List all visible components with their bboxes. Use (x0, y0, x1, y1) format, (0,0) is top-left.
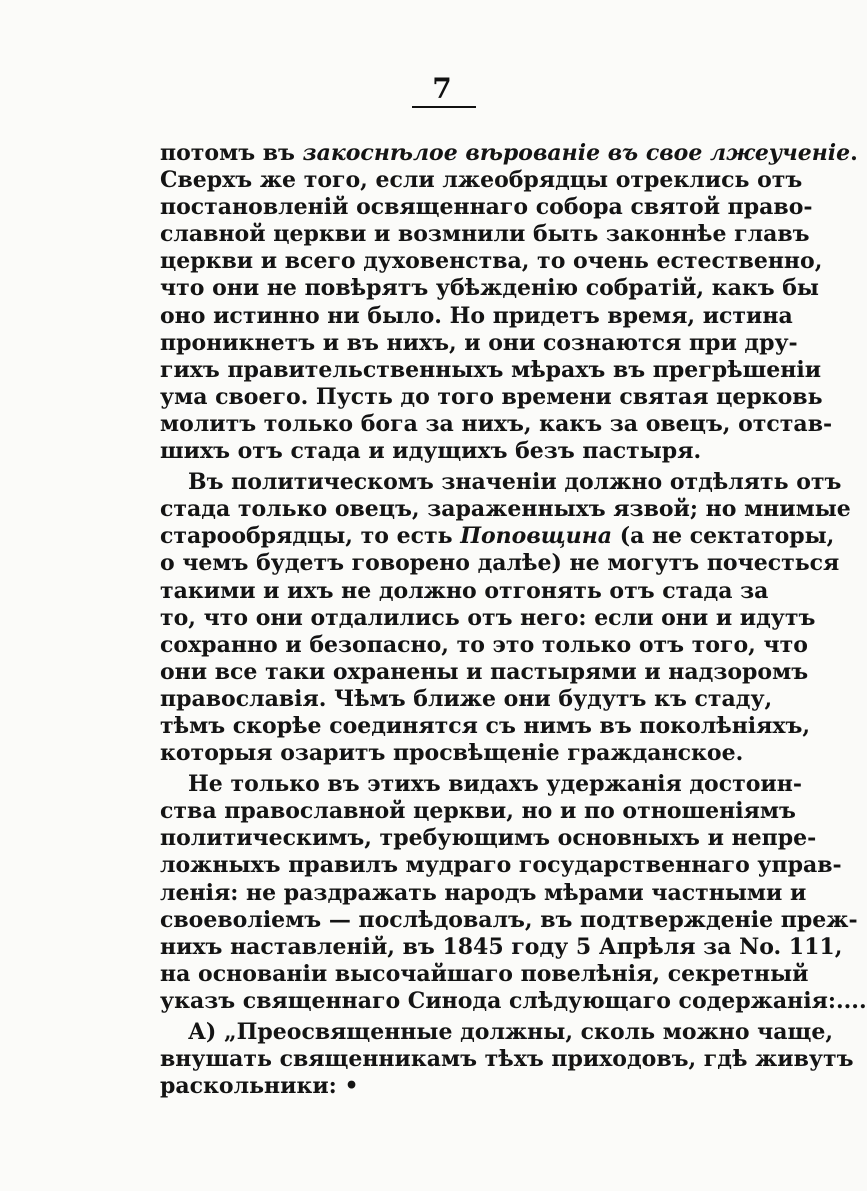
text-line (160, 1019, 833, 1046)
text-run: постановленій освященнаго собора святой право- (160, 194, 813, 221)
text-run: ства православной церкви, но и по отношеніямъ (160, 798, 796, 825)
text-run: А) „Преосвященные должны, сколь можно чаще, (188, 1019, 833, 1045)
text-run: нихъ наставленій, въ 1845 году 5 Апрѣля за No. 111, (160, 933, 843, 960)
text-line (160, 1046, 854, 1073)
text-run: Сверхъ же того, если лжеобрядцы отреклись отъ (160, 167, 803, 194)
text-line (160, 469, 842, 496)
text-run: они все таки охранены и пастырями и надзоромъ (160, 658, 809, 685)
text-line (160, 933, 843, 961)
text-line (160, 1073, 732, 1100)
text-line (160, 960, 809, 988)
text-line (160, 658, 809, 686)
text-line (160, 771, 802, 798)
text-run: такими и ихъ не должно отгонять отъ стада за (160, 577, 769, 604)
text-line (160, 329, 798, 357)
text-run: тѣмъ скорѣе соединятся съ нимъ въ поколѣніяхъ, (160, 712, 811, 739)
text-line (160, 577, 769, 605)
text-run: то, что они отдалились отъ него: если они и идутъ (160, 604, 816, 631)
text-run: проникнетъ и въ нихъ, и они сознаются при дру- (160, 329, 798, 356)
paragraph (160, 469, 851, 767)
text-run: (а не сектаторы, (612, 523, 835, 550)
text-run: молитъ только бога за нихъ, какъ за овецъ, отстав- (160, 410, 833, 437)
text-run: ума своего. Пусть до того времени святая церковь (160, 383, 823, 410)
text-line (160, 383, 823, 411)
text-line (160, 302, 793, 330)
text-line (160, 825, 817, 852)
text-run: о чемъ будетъ говорено далѣе) не могутъ почесться (160, 550, 840, 577)
paragraph (160, 771, 867, 1015)
text-line (160, 631, 808, 659)
text-line (160, 496, 851, 523)
text-line (160, 410, 833, 438)
text-run: что они не повѣрятъ убѣжденію собратій, какъ бы (160, 275, 819, 302)
text-run: сохранно и безопасно, то это только отъ того, что (160, 631, 808, 658)
text-line (160, 604, 816, 632)
text-line (160, 275, 819, 302)
text-run: которыя озаритъ просвѣщеніе гражданское. (160, 740, 744, 767)
text-run: оно истинно ни было. Но придетъ время, истина (160, 302, 793, 329)
paragraph (160, 1019, 854, 1100)
text-run: церкви и всего духовенства, то очень естественно, (160, 248, 823, 275)
text-run: славной церкви и возмнили быть законнѣе главъ (160, 221, 810, 248)
text-run: православія. Чѣмъ ближе они будутъ къ стаду, (160, 685, 773, 712)
text-run: стада только овецъ, зараженныхъ язвой; но мнимые (160, 496, 851, 523)
text-line (160, 523, 835, 550)
text-line (160, 906, 858, 934)
text-run: гихъ правительственныхъ мѣрахъ въ прегрѣшеніи (160, 356, 822, 383)
text-run: старообрядцы, то есть (160, 523, 461, 550)
text-line (160, 248, 823, 275)
text-line (160, 685, 773, 713)
text-line (160, 852, 842, 879)
text-line (160, 140, 858, 167)
text-line (160, 712, 811, 740)
text-line (160, 356, 822, 384)
text-run: на основаніи высочайшаго повелѣнія, секретный (160, 960, 809, 987)
text-run: . (850, 140, 858, 166)
text-line (160, 221, 810, 248)
text-run: шихъ отъ стада и идущихъ безъ пастыря. (160, 438, 702, 465)
text-line (160, 879, 807, 907)
italic-text: закоснѣлое вѣрованіе въ свое лжеученіе (302, 140, 851, 166)
text-run: потомъ въ (160, 140, 303, 166)
text-run: своеволіемъ — послѣдовалъ, въ подтвержденіе преж- (160, 906, 858, 933)
text-line (160, 167, 803, 194)
text-line (160, 740, 744, 767)
text-run: ложныхъ правилъ мудраго государственнаго управ- (160, 852, 842, 879)
text-run: внушать священникамъ тѣхъ приходовъ, гдѣ живутъ (160, 1046, 854, 1073)
page-number: 7 (432, 72, 452, 105)
paragraph (160, 140, 858, 465)
text-run: ленія: не раздражать народъ мѣрами частными и (160, 879, 807, 906)
text-run: Въ политическомъ значеніи должно отдѣлять отъ (188, 469, 842, 496)
page-number-rule (412, 106, 476, 108)
text-line (160, 550, 840, 577)
text-run: указъ священнаго Синода слѣдующаго содержанія:.... (160, 987, 867, 1014)
text-line (160, 194, 813, 221)
body-text (160, 140, 867, 1100)
text-line (160, 798, 796, 825)
text-line (160, 438, 732, 465)
text-line (160, 987, 867, 1015)
italic-text: Поповщина (460, 523, 613, 550)
text-run: политическимъ, требующимъ основныхъ и непре- (160, 825, 817, 852)
text-run: раскольники: • (160, 1073, 359, 1100)
text-run: Не только въ этихъ видахъ удержанія достоин- (188, 771, 802, 798)
